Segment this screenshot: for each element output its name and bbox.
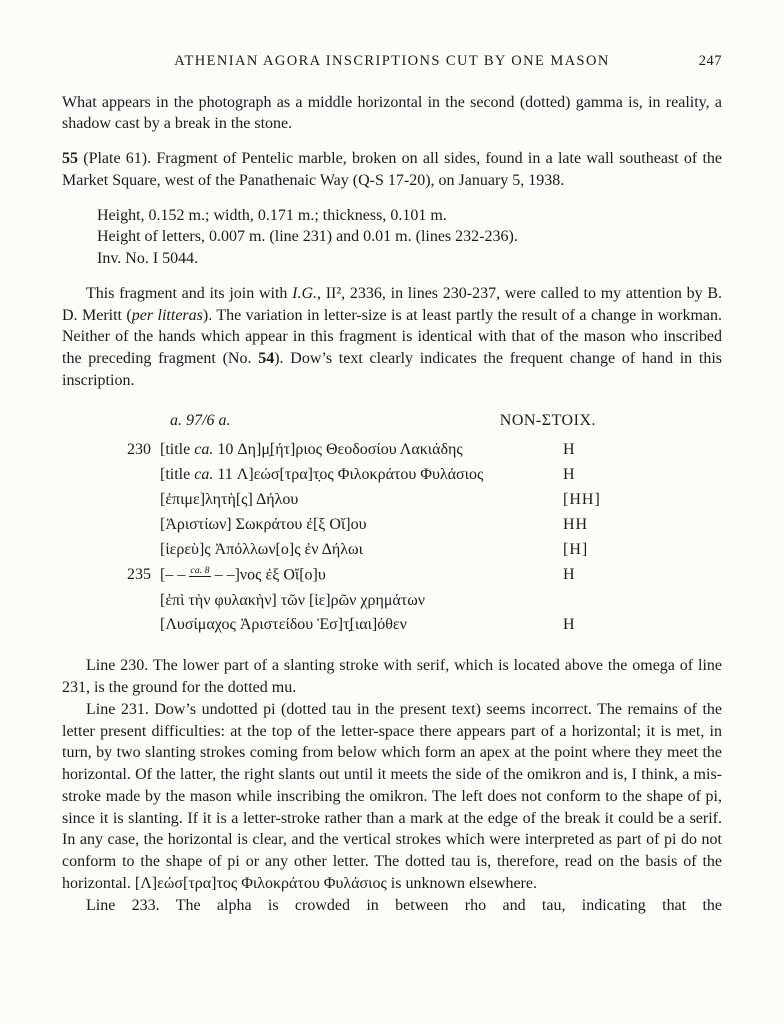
greek-text: [ἐπιμε]λητὴ[ς] Δήλου: [160, 491, 299, 509]
denomination-siglum: HH: [563, 516, 589, 534]
line-number: 235: [127, 566, 151, 584]
intro-paragraph: What appears in the photograph as a middle horizontal in the second (dotted) gamma is, in reality, a shadow cast by a break in the stone.: [62, 93, 722, 133]
measurement-line-inventory: Inv. No. I 5044.: [97, 250, 199, 268]
greek-text: [title ca. 11 Λ]εώσ[τρα]τ̣ος Φιλοκράτου Φυλάσιος: [160, 466, 484, 484]
line-number: [62, 589, 160, 614]
commentary-block: [62, 655, 722, 916]
commentary-line-230: Line 230. The lower part of a slanting stroke with serif, which is located above the omega of line 231, is the ground for the dotted mu.: [62, 657, 722, 697]
inscription-line: [62, 488, 722, 513]
inscription-date: a. 97/6 a.: [170, 411, 231, 429]
greek-text: [ἱερεὺ]ς Ἀπόλλων[ο]ς ἐν Δήλωι: [160, 541, 363, 559]
line-number: [62, 613, 160, 638]
denomination-siglum: [HH]: [563, 491, 601, 509]
inscription-heading: [62, 410, 722, 432]
inscription-arrangement-label: ΝΟΝ-ΣΤΟΙΧ.: [499, 411, 596, 429]
commentary-line-231: Line 231. Dow’s undotted pi (dotted tau in the present text) seems incorrect. The remains of the letter present difficulties: at the top of the letter-space there appears part of a horizontal; it is met, in turn, by two slanting strokes coming from below which form an apex at the point where they meet the horizontal. Of the latter, the right slants out until it meets the side of the omikron and is, I think, a mis-stroke made by the mason while inscribing the omikron. The left does not conform to the shape of pi, since it is slanting. If it is a letter-stroke rather than a mark at the edge of the break it could be a serif. In any case, the horizontal is clear, and the vertical strokes which were interpreted as part of pi do not conform to the shape of pi or any other letter. The dotted tau is, therefore, read on the basis of the horizontal. [Λ]εώσ[τρα]τος Φιλοκράτου Φυλάσιος is unknown elsewhere.: [62, 700, 722, 892]
inscription-line: [62, 613, 722, 638]
greek-text: [– – $^{ca. 8}$ – –]νος ἐξ Οἴ[ο]υ: [160, 565, 326, 584]
page-number: 247: [698, 53, 722, 69]
line-number: [62, 513, 160, 538]
inscription-line: [62, 463, 722, 488]
greek-text: [Λυσίμαχος Ἀριστείδου Ἑσ]τ̣[ιαι]όθεν: [160, 616, 407, 634]
entry-55-paragraph: 55 (Plate 61). Fragment of Pentelic marble, broken on all sides, found in a late wall southeast of the Market Square, west of the Panathenaic Way (Q-S 17-20), on January 5, 1938.: [62, 150, 722, 189]
denomination-siglum: H: [563, 441, 576, 459]
measurement-line-letter-heights: Height of letters, 0.007 m. (line 231) and 0.01 m. (lines 232-236).: [97, 228, 518, 246]
line-number: 230: [127, 441, 151, 459]
discussion-paragraph: This fragment and its join with I.G., II², 2336, in lines 230-237, were called to my attention by B. D. Meritt (per litteras). The variation in letter-size is at least partly the result of a change in workman. Neither of the hands which appear in this fragment is identical with that of the mason who inscribed the preceding fragment (No. 54). Dow’s text clearly indicates the frequent change of hand in this inscription.: [62, 284, 723, 389]
line-number: [62, 538, 160, 563]
inscription-line: [62, 589, 722, 614]
measurement-line-dimensions: Height, 0.152 m.; width, 0.171 m.; thickness, 0.101 m.: [97, 206, 447, 224]
inscription-block: [62, 410, 722, 639]
line-number: [62, 463, 160, 488]
greek-text: [title ca. 10 Δη]μ̣[ήτ]ριος Θεοδοσίου Λακιάδης: [160, 441, 463, 459]
inscription-line: [62, 438, 722, 463]
denomination-siglum: [H]: [563, 541, 589, 559]
inscription-line: [62, 538, 722, 563]
denomination-siglum: H: [563, 466, 576, 484]
denomination-siglum: H: [563, 616, 576, 634]
greek-text: [ἐπὶ τὴν φυλακὴν] τῶν [ἱε]ρῶν χρημάτων: [160, 591, 425, 609]
inscription-line: [62, 563, 722, 588]
greek-text: [Ἀριστίων] Σωκράτου ἐ[ξ Οἴ]ου: [160, 516, 367, 534]
page-header: [62, 52, 722, 72]
inscription-line: [62, 513, 722, 538]
denomination-siglum: [563, 589, 722, 614]
line-number: [62, 488, 160, 513]
running-title: ATHENIAN AGORA INSCRIPTIONS CUT BY ONE MASON: [174, 53, 610, 69]
measurements-block: [97, 205, 722, 270]
denomination-siglum: H: [563, 566, 576, 584]
commentary-line-233: Line 233. The alpha is crowded in between rho and tau, indicating that the: [86, 896, 722, 914]
